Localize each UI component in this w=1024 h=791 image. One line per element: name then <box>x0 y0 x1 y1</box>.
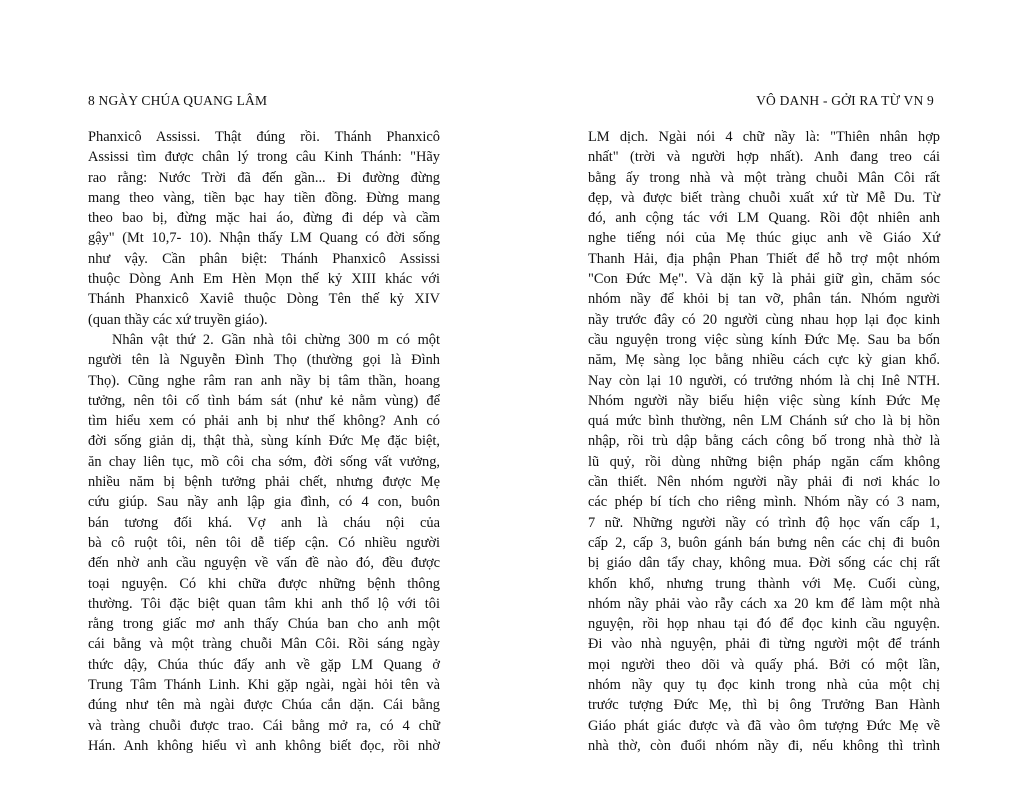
text-line: bị giáo dân tẩy chay, không mua. Đời sống các chị rất <box>588 555 940 572</box>
text-line: Đi vào nhà nguyện, phải đi từng người một để tránh <box>588 636 940 653</box>
text-line: nghe tiếng nói của Mẹ thúc giục anh về Giáo Xứ <box>588 230 940 247</box>
text-line: quá mức bình thường, nên LM Chánh sứ cho là bị hồn <box>588 413 940 430</box>
text-line: Nhóm người nầy biểu hiện việc sùng kính Đức Mẹ <box>588 392 940 409</box>
text-line: nầy trước đây có 20 người cùng nhau họp lại đọc kinh <box>588 311 940 328</box>
text-line: LM dịch. Ngài nói 4 chữ nầy là: "Thiên nhân hợp <box>588 129 940 145</box>
right-page-header: VÔ DANH - GỞI RA TỪ VN 9 <box>756 93 934 108</box>
text-line: Hán. Anh không hiểu vì anh không biết đọc, rồi nhờ <box>88 737 440 754</box>
text-line: nguyện, rồi họp nhau tại đó để đọc kinh cầu nguyện. <box>588 616 940 633</box>
text-line: Assissi tìm được chân lý trong câu Kinh Thánh: "Hãy <box>88 149 440 166</box>
text-line: nhiều năm bị bệnh tưởng phải chết, nhưng được Mẹ <box>88 474 440 491</box>
text-line: bán tương đối khá. Vợ anh là cháu nội của <box>88 514 440 531</box>
text-line: nhà thờ, còn đuổi nhóm nầy đi, nếu không thì trình <box>588 737 940 754</box>
text-line: thường. Tôi đặc biệt quan tâm khi anh thổ lộ với tôi <box>88 595 440 612</box>
text-line: như vậy. Cần phân biệt: Thánh Phanxicô Assissi <box>88 250 440 267</box>
text-line: thức dậy, Chúa thúc đẩy anh về gặp LM Quang ở <box>88 656 440 673</box>
text-line: và tràng chuỗi được trao. Cái bằng mở ra, có 4 chữ <box>88 717 440 734</box>
text-line: toại nguyện. Có khi chữa được những bệnh thông <box>88 575 440 592</box>
text-line: rao rằng: Nước Trời đã đến gần... Đi đường đừng <box>88 169 440 186</box>
text-line: các phép bí tích cho riêng mình. Nhóm nầy có 3 nam, <box>588 494 940 511</box>
text-line: đẹp, và được biết tràng chuỗi xuất xứ từ Mễ Du. Từ <box>588 189 940 206</box>
text-line: cái bằng và một tràng chuỗi Mân Côi. Rồi sáng ngày <box>88 636 440 653</box>
text-line: Nay còn lại 10 người, có trưởng nhóm là chị Inê NTH. <box>588 372 940 389</box>
text-line: 7 nữ. Những người nầy có trình độ học vấn cấp 1, <box>588 514 940 531</box>
text-line: (quan thầy các xứ truyền giáo). <box>88 311 268 328</box>
text-line: cầu nguyện trong việc sùng kính Đức Mẹ. Sau ba bốn <box>588 331 940 348</box>
text-line: nhóm nầy phải vào rẫy cách xa 20 km để làm một nhà <box>588 595 940 612</box>
text-line: Thánh Phanxicô Xaviê thuộc Dòng Tên thế kỷ XIV <box>88 291 440 308</box>
text-line: nhất" (trời và người hợp nhất). Anh đang treo cái <box>588 149 940 166</box>
text-line: trước tượng Đức Mẹ, thì bị ông Trưởng Ban Hành <box>588 697 940 714</box>
text-line: ăn chay liên tục, mồ côi cha sớm, đời sống vất vưởng, <box>88 453 440 470</box>
text-line: mang theo vàng, tiền bạc hay tiền đồng. Đừng mang <box>88 189 440 206</box>
text-line: Nhân vật thứ 2. Gần nhà tôi chừng 300 m có một <box>112 331 440 348</box>
text-line: theo bao bị, đừng mặc hai áo, đừng đi dép và cầm <box>88 210 440 227</box>
text-line: "Con Đức Mẹ". Và dặn kỹ là phải giữ gìn, chăm sóc <box>588 271 940 288</box>
text-line: Giáo phát giác được và đã vào ôm tượng Đức Mẹ về <box>588 717 940 734</box>
right-page <box>512 0 1024 791</box>
text-line: cấp 2, cấp 3, buôn gánh bán bưng nên các chị đi buôn <box>588 534 940 551</box>
text-line: khốn khổ, nhưng trung thành với Mẹ. Cuối cùng, <box>588 575 940 592</box>
text-line: nhóm nầy để khỏi bị tan vỡ, phân tán. Nhóm người <box>588 291 940 308</box>
text-line: năm, Mẹ sàng lọc bằng nhiều cách cực kỳ gian khổ. <box>588 352 940 369</box>
text-line: cứu giúp. Sau nầy anh lập gia đình, có 4 con, buôn <box>88 494 440 511</box>
text-line: Phanxicô Assissi. Thật đúng rồi. Thánh Phanxicô <box>88 129 440 145</box>
right-page-body <box>588 127 940 756</box>
text-line: rằng trong giấc mơ anh thấy Chúa ban cho anh một <box>88 616 440 633</box>
left-page-header: 8 NGÀY CHÚA QUANG LÂM <box>88 93 268 108</box>
text-line: đời sống giản dị, thật thà, sùng kính Đức Mẹ đặc biệt, <box>88 433 440 450</box>
left-page-body <box>88 127 440 756</box>
text-line: mọi người theo dõi và quấy phá. Bởi có một lần, <box>588 656 940 673</box>
text-line: thuộc Dòng Anh Em Hèn Mọn thế kỷ XIII khác với <box>88 271 440 288</box>
text-line: nhập, rồi trù dập bằng cách công bố trong nhà thờ là <box>588 433 940 450</box>
text-line: tưởng, nên tôi cố tình bám sát (như kẻ nằm vùng) để <box>88 392 440 409</box>
text-line: tìm hiểu xem có phải anh bị như thế không? Anh có <box>88 413 440 430</box>
text-line: người tên là Nguyễn Đình Thọ (thường gọi là Đình <box>88 352 440 369</box>
text-line: bằng ấy trong nhà và một tràng chuỗi Mân Côi rất <box>588 169 940 186</box>
text-line: bà cô ruột tôi, nên tôi dễ tiếp cận. Có nhiều người <box>88 534 440 551</box>
text-line: gậy" (Mt 10,7- 10). Nhận thấy LM Quang có đời sống <box>88 230 440 247</box>
text-line: lũ quỷ, rồi dùng những biện pháp ngăn cấm không <box>588 453 940 470</box>
text-line: Trung Tâm Thánh Linh. Khi gặp ngài, ngài hỏi tên và <box>88 677 440 694</box>
text-line: nhóm nầy quy tụ đọc kinh trong nhà của một chị <box>588 677 940 694</box>
text-line: cần thiết. Nên nhóm người nầy phải đi nơi khác lo <box>588 474 940 491</box>
text-line: đó, anh cộng tác với LM Quang. Rồi đột nhiên anh <box>588 210 940 227</box>
text-line: Thọ). Cũng nghe râm ran anh nầy bị tâm thần, hoang <box>88 372 440 389</box>
text-line: đến nhờ anh cầu nguyện về vấn đề nào đó, đều được <box>88 555 440 572</box>
text-line: đúng như tên mà ngài được Chúa cắn dặn. Cái bằng <box>88 697 440 714</box>
text-line: Thanh Hải, địa phận Phan Thiết để hỗ trợ một nhóm <box>588 250 940 267</box>
